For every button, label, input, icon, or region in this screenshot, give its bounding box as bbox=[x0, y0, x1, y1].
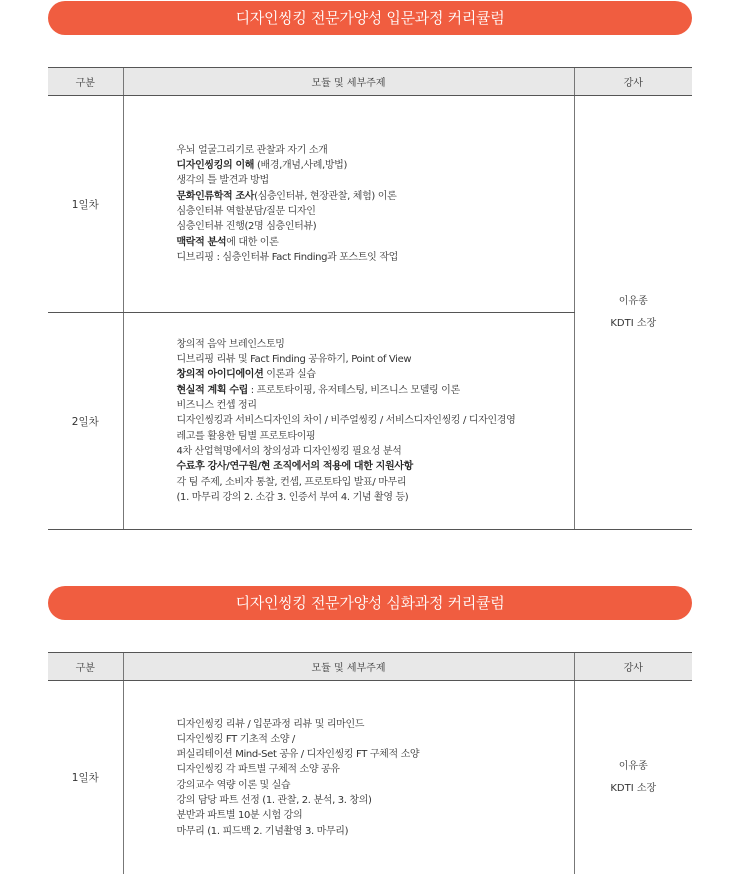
intro-curriculum-table bbox=[48, 67, 692, 530]
table-header-row bbox=[48, 653, 692, 681]
topic-text: 에 대한 이론 bbox=[226, 236, 279, 248]
topic-line bbox=[177, 747, 568, 762]
instructor-cell bbox=[574, 681, 692, 874]
table-row bbox=[48, 681, 692, 874]
topic-text: : 프로토타이핑, 유저테스팅, 비즈니스 모델링 이론 bbox=[247, 384, 460, 396]
topic-text: 디브리핑 : 심층인터뷰 Fact Finding과 포스트잇 작업 bbox=[176, 251, 398, 263]
topic-text: 우뇌 얼굴그리기로 관찰과 자기 소개 bbox=[176, 144, 328, 156]
topic-line bbox=[177, 732, 568, 747]
topic-text: 퍼실리테이션 Mind-Set 공유 / 디자인씽킹 FT 구체적 소양 bbox=[176, 749, 420, 761]
topic-text: 비즈니스 컨셉 정리 bbox=[176, 400, 257, 412]
topic-text: 분반과 파트별 10분 시험 강의 bbox=[176, 810, 303, 822]
topic-text: (심층인터뷰, 현장관찰, 체험) 이론 bbox=[254, 190, 397, 202]
topic-text: 창의적 음악 브레인스토밍 bbox=[176, 338, 285, 350]
topic-line bbox=[177, 158, 568, 173]
topic-text: 디자인씽킹과 서비스디자인의 차이 / 비주얼씽킹 / 서비스디자인씽킹 / 디자인경영 bbox=[176, 415, 516, 427]
topic-text: 디자인씽킹 FT 기초적 소양 / bbox=[176, 733, 295, 745]
topic-emphasis: 맥락적 분석 bbox=[176, 236, 227, 248]
topic-list bbox=[123, 681, 574, 874]
topic-text: 생각의 틀 발견과 방법 bbox=[176, 175, 269, 187]
instructor-name: 이유종 bbox=[618, 295, 648, 307]
topic-line bbox=[177, 204, 568, 219]
topic-text: 이론과 실습 bbox=[263, 369, 316, 381]
header-module: 모듈 및 세부주제 bbox=[123, 653, 574, 681]
topic-text: 마무리 (1. 피드백 2. 기념촬영 3. 마무리) bbox=[176, 825, 349, 837]
topic-text: 심층인터뷰 진행(2명 심층인터뷰) bbox=[176, 221, 317, 233]
day-label: 1일차 bbox=[48, 681, 123, 874]
curriculum-banner-advanced: 디자인씽킹 전문가양성 심화과정 커리큘럼 bbox=[48, 586, 692, 620]
topic-line bbox=[177, 808, 568, 823]
topic-emphasis: 창의적 아이디에이션 bbox=[176, 369, 264, 381]
topic-text: 강의교수 역량 이론 및 실습 bbox=[176, 779, 291, 791]
topic-line bbox=[177, 367, 568, 382]
topic-line bbox=[177, 762, 568, 777]
instructor-title: KDTI 소장 bbox=[610, 317, 657, 329]
topic-line bbox=[177, 444, 568, 459]
topic-line bbox=[177, 143, 568, 158]
topic-text: 디자인씽킹 각 파트별 구체적 소양 공유 bbox=[176, 764, 340, 776]
topic-line bbox=[177, 490, 568, 505]
day-label: 2일차 bbox=[48, 313, 123, 530]
curriculum-banner-intro: 디자인씽킹 전문가양성 입문과정 커리큘럼 bbox=[48, 1, 692, 35]
topic-line bbox=[177, 352, 568, 367]
topic-emphasis: 디자인씽킹의 이해 bbox=[176, 160, 255, 172]
topic-line bbox=[177, 235, 568, 250]
topic-emphasis: 수료후 강사/연구원/현 조직에서의 적용에 대한 지원사항 bbox=[176, 461, 413, 473]
topic-text: (배경,개념,사례,방법) bbox=[254, 160, 348, 172]
topic-text: 심층인터뷰 역할분담/질문 디자인 bbox=[176, 206, 316, 217]
topic-line bbox=[177, 793, 568, 808]
topic-text: 레고를 활용한 팀별 프로토타이핑 bbox=[176, 430, 316, 442]
topic-list bbox=[123, 313, 574, 530]
topic-text: 4차 산업혁명에서의 창의성과 디자인씽킹 필요성 분석 bbox=[176, 445, 402, 457]
topic-line bbox=[177, 398, 568, 413]
topic-text: 디자인씽킹 리뷰 / 입문과정 리뷰 및 리마인드 bbox=[176, 718, 365, 730]
topic-line bbox=[177, 429, 568, 444]
topic-emphasis: 문화인류학적 조사 bbox=[176, 190, 255, 202]
table-header-row bbox=[48, 68, 692, 96]
header-instructor: 강사 bbox=[574, 68, 692, 96]
topic-text: 디브리핑 리뷰 및 Fact Finding 공유하기, Point of View bbox=[176, 354, 412, 366]
topic-line bbox=[177, 337, 568, 352]
advanced-curriculum-table bbox=[48, 652, 692, 874]
topic-line bbox=[177, 173, 568, 188]
instructor-name: 이유종 bbox=[618, 760, 648, 772]
topic-line bbox=[177, 250, 568, 265]
topic-line bbox=[177, 475, 568, 490]
header-module: 모듈 및 세부주제 bbox=[123, 68, 574, 96]
topic-line bbox=[177, 413, 568, 428]
topic-text: 강의 담당 파트 선정 (1. 관찰, 2. 분석, 3. 창의) bbox=[176, 795, 372, 807]
topic-line bbox=[177, 824, 568, 839]
header-instructor: 강사 bbox=[574, 653, 692, 681]
header-division: 구분 bbox=[48, 68, 123, 96]
topic-line bbox=[177, 219, 568, 234]
day-label: 1일차 bbox=[48, 96, 123, 313]
topic-text: (1. 마무리 강의 2. 소감 3. 인증서 부여 4. 기념 촬영 등) bbox=[176, 491, 409, 503]
header-division: 구분 bbox=[48, 653, 123, 681]
topic-line bbox=[177, 383, 568, 398]
topic-list bbox=[123, 96, 574, 313]
topic-text: 각 팀 주제, 소비자 통찰, 컨셉, 프로토타입 발표/ 마무리 bbox=[176, 476, 407, 488]
topic-line bbox=[177, 717, 568, 732]
topic-line bbox=[177, 189, 568, 204]
instructor-title: KDTI 소장 bbox=[610, 782, 657, 794]
topic-line bbox=[177, 459, 568, 474]
table-row bbox=[48, 96, 692, 313]
instructor-cell bbox=[574, 96, 692, 530]
topic-line bbox=[177, 778, 568, 793]
topic-emphasis: 현실적 계획 수립 bbox=[176, 384, 248, 396]
